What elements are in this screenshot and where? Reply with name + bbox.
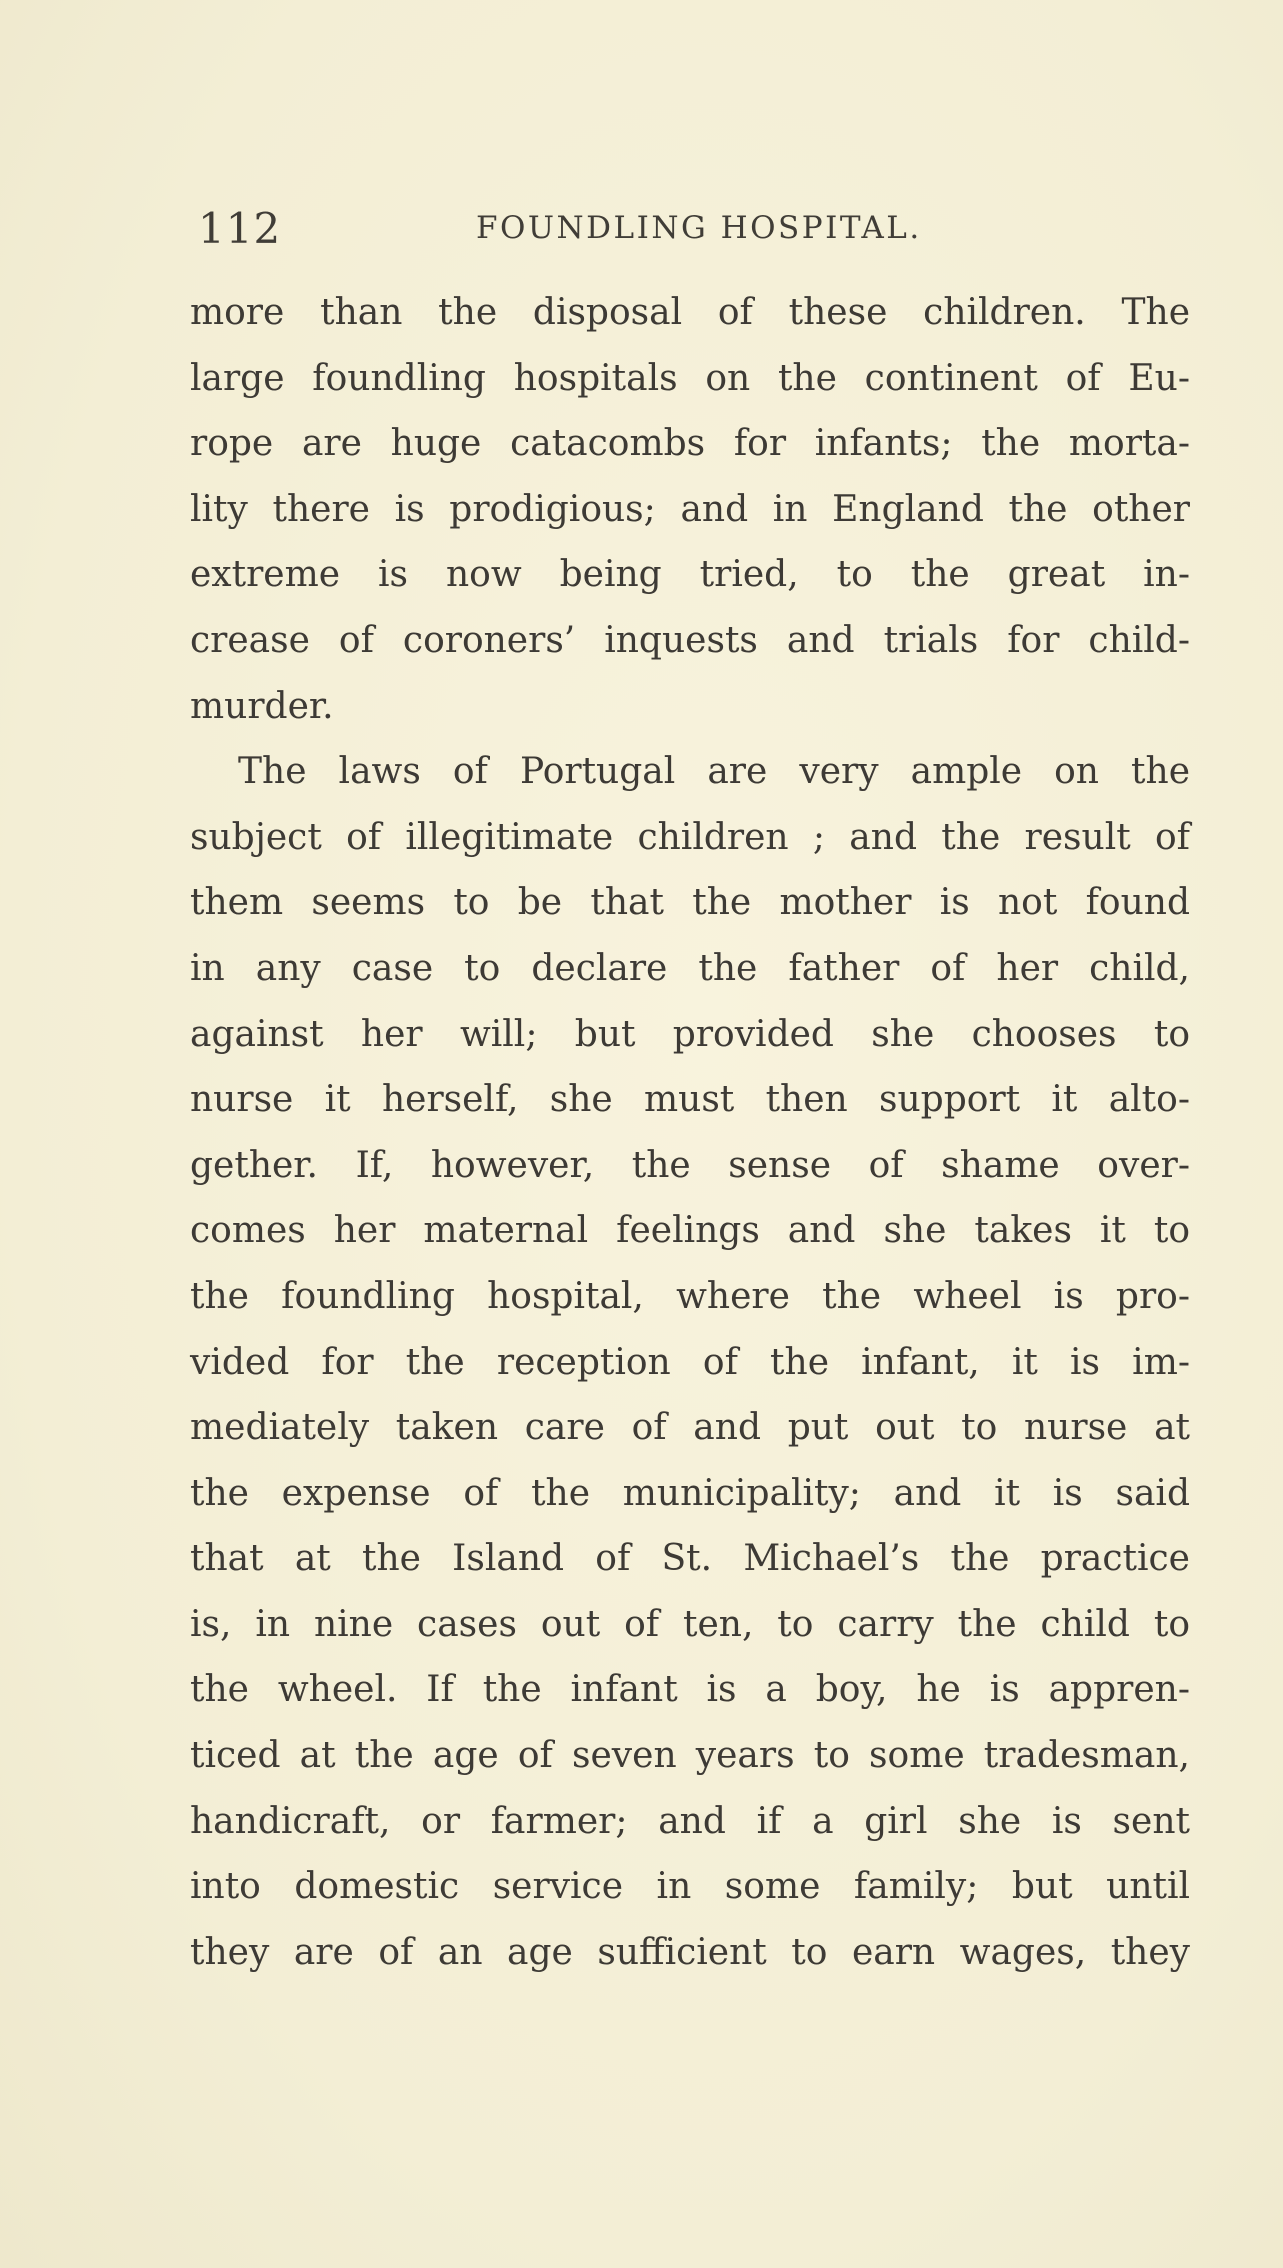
text-line: vided for the reception of the infant, it is im- bbox=[190, 1341, 1190, 1383]
text-line: gether. If, however, the sense of shame over- bbox=[190, 1144, 1190, 1186]
text-line: is, in nine cases out of ten, to carry the child to bbox=[190, 1603, 1190, 1645]
running-head bbox=[198, 204, 1188, 254]
text-line: crease of coroners’ inquests and trials for child- bbox=[190, 619, 1190, 661]
page-number: 112 bbox=[198, 204, 282, 253]
text-line: into domestic service in some family; but until bbox=[190, 1866, 1190, 1908]
text-line: extreme is now being tried, to the great in- bbox=[190, 554, 1190, 596]
text-line: lity there is prodigious; and in England the other bbox=[190, 488, 1190, 530]
text-line: ticed at the age of seven years to some tradesman, bbox=[190, 1735, 1190, 1777]
running-title: FOUNDLING HOSPITAL. bbox=[476, 210, 922, 246]
text-line: comes her maternal feelings and she takes it to bbox=[190, 1210, 1190, 1252]
text-line: in any case to declare the father of her child, bbox=[190, 947, 1190, 989]
text-line: the expense of the municipality; and it is said bbox=[190, 1472, 1190, 1514]
text-line: against her will; but provided she chooses to bbox=[190, 1013, 1190, 1055]
paragraph-start-line: The laws of Portugal are very ample on the bbox=[238, 751, 1190, 793]
text-line: nurse it herself, she must then support it alto- bbox=[190, 1079, 1190, 1121]
text-line: the foundling hospital, where the wheel is pro- bbox=[190, 1275, 1190, 1317]
text-line: rope are huge catacombs for infants; the morta- bbox=[190, 423, 1190, 465]
text-line: subject of illegitimate children ; and the result of bbox=[190, 816, 1190, 858]
text-line: large foundling hospitals on the continent of Eu- bbox=[190, 357, 1190, 399]
text-line: they are of an age sufficient to earn wages, they bbox=[190, 1931, 1190, 1973]
body-text bbox=[190, 280, 1190, 1985]
text-line: the wheel. If the infant is a boy, he is appren- bbox=[190, 1669, 1190, 1711]
text-line: murder. bbox=[190, 685, 334, 727]
text-line: more than the disposal of these children. The bbox=[190, 292, 1190, 333]
text-line: mediately taken care of and put out to nurse at bbox=[190, 1407, 1190, 1449]
text-line: handicraft, or farmer; and if a girl she is sent bbox=[190, 1800, 1190, 1842]
text-line: them seems to be that the mother is not found bbox=[190, 882, 1190, 924]
text-line: that at the Island of St. Michael’s the practice bbox=[190, 1538, 1190, 1580]
